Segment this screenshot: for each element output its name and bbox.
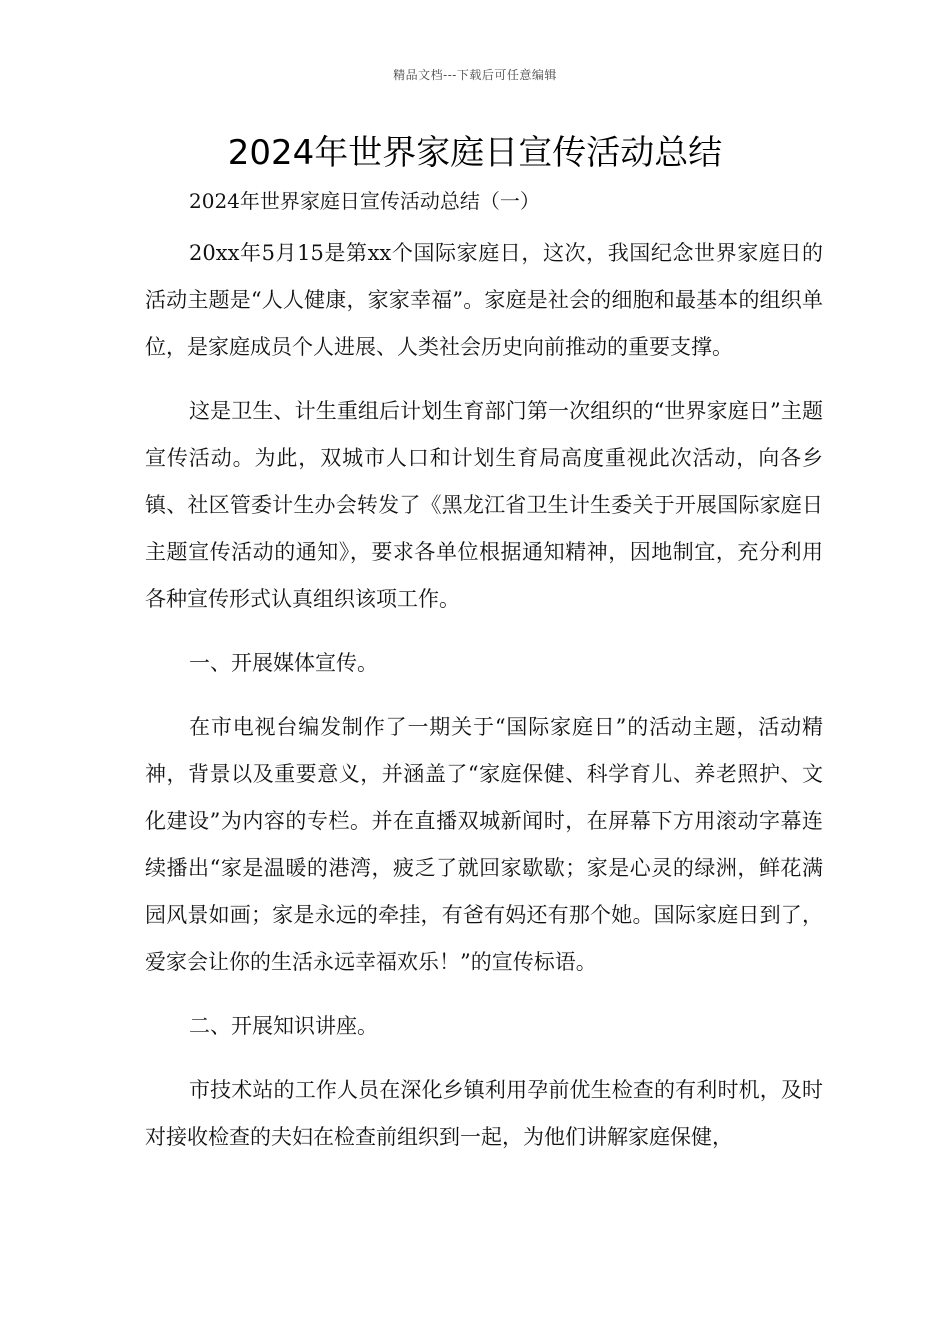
- paragraph-media: 在市电视台编发制作了一期关于“国际家庭日”的活动主题，活动精神，背景以及重要意义，并涵盖了“家庭保健、科学育儿、养老照护、文化建设”为内容的专栏。并在直播双城新闻时，在屏幕下方用滚动字幕连续播出“家是温暖的港湾，疲乏了就回家歇歇；家是心灵的绿洲，鲜花满园风景如画；家是永远的牵挂，有爸有妈还有那个她。国际家庭日到了，爱家会让你的生活永远幸福欢乐！”的宣传标语。: [145, 715, 823, 974]
- paragraph-lecture: 市技术站的工作人员在深化乡镇利用孕前优生检查的有利时机，及时对接收检查的夫妇在检查前组织到一起，为他们讲解家庭保健，: [145, 1078, 823, 1149]
- page-header: 精品文档---下载后可任意编辑: [393, 68, 557, 82]
- document-subtitle: 2024年世界家庭日宣传活动总结（一）: [189, 189, 540, 213]
- paragraph-background: 这是卫生、计生重组后计划生育部门第一次组织的“世界家庭日”主题宣传活动。为此，双城市人口和计划生育局高度重视此次活动，向各乡镇、社区管委计生办会转发了《黑龙江省卫生计生委关于开展国际家庭日主题宣传活动的通知》，要求各单位根据通知精神，因地制宜，充分利用各种宣传形式认真组织该项工作。: [145, 399, 823, 611]
- section-heading-media: 一、开展媒体宣传。: [189, 651, 378, 675]
- paragraph-intro: 20xx年5月15是第xx个国际家庭日，这次，我国纪念世界家庭日的活动主题是“人人健康，家家幸福”。家庭是社会的细胞和最基本的组织单位，是家庭成员个人进展、人类社会历史向前推动的重要支撑。: [145, 241, 823, 359]
- document-title: 2024年世界家庭日宣传活动总结: [227, 133, 723, 173]
- section-heading-lecture: 二、开展知识讲座。: [189, 1014, 378, 1038]
- document-body: [145, 230, 823, 1178]
